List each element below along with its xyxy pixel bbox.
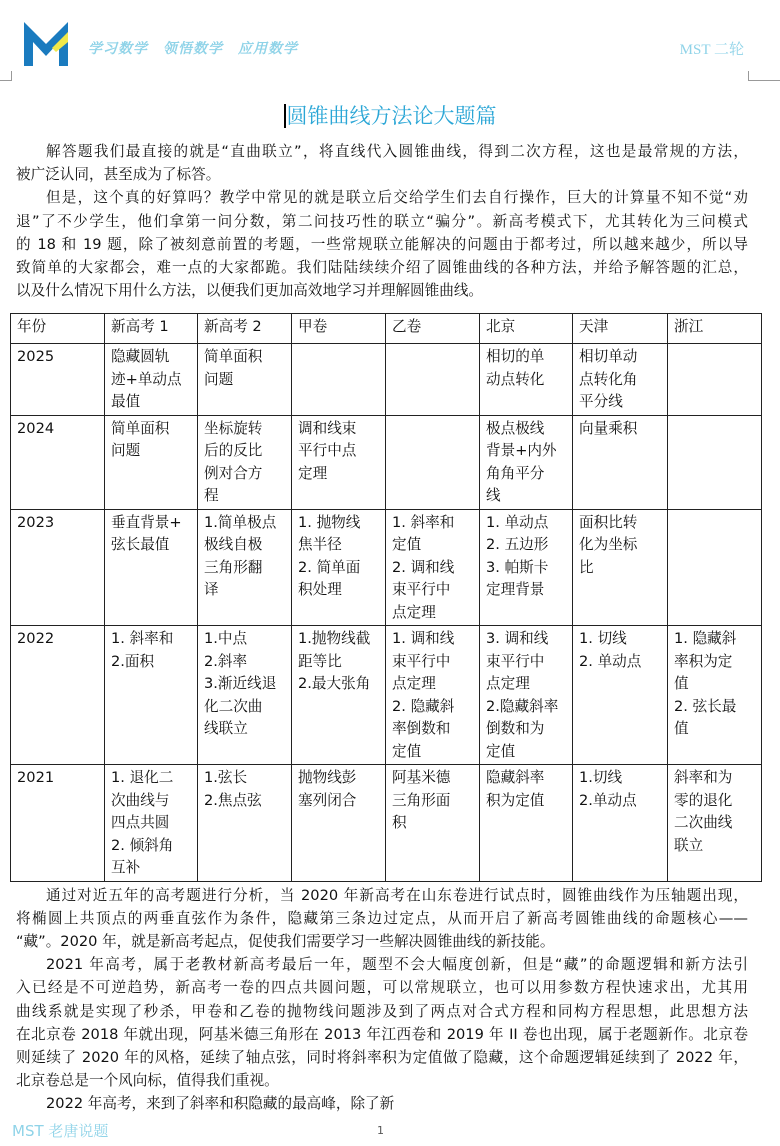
table-cell: [292, 344, 386, 416]
table-header-row: [11, 314, 762, 344]
column-header: 年份: [11, 314, 105, 344]
page-number: 1: [377, 1124, 384, 1137]
table-cell: 简单面积 问题: [198, 344, 292, 416]
paragraph-line: 在北京卷 2018 年就出现，阿基米德三角形在 2013 年江西卷和 2019 年 II 卷也出现，属于老题新作。北京卷: [16, 1025, 748, 1043]
column-header: 新高考 2: [198, 314, 292, 344]
paragraph-line: 入已经是不可逆趋势，新高考一卷的四点共圆问题，可以常规联立，也可以用参数方程快速求出，尤其用: [16, 979, 748, 997]
paragraph-line: 被广泛认同，甚至成为了标答。: [16, 166, 221, 184]
column-header: 天津: [573, 314, 668, 344]
table-cell: 1. 退化二 次曲线与 四点共圆 2. 倾斜角 互补: [105, 765, 198, 882]
column-header: 北京: [480, 314, 573, 344]
table-and-analysis: [10, 313, 761, 1116]
table-cell: 坐标旋转 后的反比 例对合方 程: [198, 415, 292, 509]
year-cell: 2021: [11, 765, 105, 882]
header-right-label: MST 二轮: [679, 42, 744, 58]
table-cell: [668, 344, 762, 416]
table-cell: 1. 隐藏斜 率积为定 值 2. 弦长最 值: [668, 626, 762, 765]
mst-logo: [22, 18, 80, 68]
paragraph-line: “藏”。2020 年，就是新高考起点，促使我们需要学习一些解决圆锥曲线的新技能。: [16, 932, 555, 950]
year-cell: 2022: [11, 626, 105, 765]
table-cell: 垂直背景+ 弦长最值: [105, 509, 198, 626]
table-cell: 1.抛物线截 距等比 2.最大张角: [292, 626, 386, 765]
scroll-fade-overlay: [395, 1092, 780, 1120]
table-cell: 1. 切线 2. 单动点: [573, 626, 668, 765]
table-cell: 1. 单动点 2. 五边形 3. 帕斯卡 定理背景: [480, 509, 573, 626]
table-cell: 1. 斜率和 2.面积: [105, 626, 198, 765]
table-cell: 1. 斜率和 定值 2. 调和线 束平行中 点定理: [386, 509, 480, 626]
table-cell: 隐藏圆轨 迹+单动点 最值: [105, 344, 198, 416]
table-cell: 相切单动 点转化角 平分线: [573, 344, 668, 416]
paragraph-line: 通过对近五年的高考题进行分析，当 2020 年新高考在山东卷进行试点时，圆锥曲线作为压轴题出现，: [46, 886, 748, 904]
crop-mark: [0, 71, 12, 81]
paragraph-line: 致简单的大家都会，难一点的大家都跪。我们陆陆续续介绍了圆锥曲线的各种方法，并给予解答题的汇总，: [16, 259, 748, 277]
column-header: 浙江: [668, 314, 762, 344]
table-cell: 1.中点 2.斜率 3.渐近线退 化二次曲 线联立: [198, 626, 292, 765]
paragraph-line: 则延续了 2020 年的风格，延续了轴点弦，同时将斜率积为定值做了隐藏，这个命题逻辑延续到了 2022 年，: [16, 1048, 748, 1066]
paragraph-line: 退”了不少学生，他们拿第一问分数，第二问技巧性的联立“骗分”。新高考模式下，尤其转化为三问模式: [16, 212, 748, 230]
table-cell: [386, 415, 480, 509]
paragraph-line: 2021 年高考，属于老教材新高考最后一年，题型不会大幅度创新，但是“藏”的命题逻辑和新方法引: [46, 956, 748, 974]
table-cell: [668, 415, 762, 509]
document-title[interactable]: 圆锥曲线方法论大题篇: [284, 104, 497, 128]
paragraph-line: 的 18 和 19 题，除了被刻意前置的考题，一些常规联立能解决的问题由于都考过，所以越来越少，所以导: [16, 235, 748, 253]
table-cell: 面积比转 化为坐标 比: [573, 509, 668, 626]
table-cell: 简单面积 问题: [105, 415, 198, 509]
year-cell: 2025: [11, 344, 105, 416]
analysis-paragraphs: [16, 884, 748, 1116]
paragraph-line: 解答题我们最直接的就是“直曲联立”，将直线代入圆锥曲线，得到二次方程，这也是最常规的方法，: [46, 143, 748, 160]
table-row: [11, 509, 762, 626]
table-cell: 斜率和为 零的退化 二次曲线 联立: [668, 765, 762, 882]
column-header: 乙卷: [386, 314, 480, 344]
table-cell: 向量乘积: [573, 415, 668, 509]
intro-paragraphs: [16, 140, 748, 302]
table-cell: 抛物线彭 塞列闭合: [292, 765, 386, 882]
year-cell: 2023: [11, 509, 105, 626]
table-cell: 阿基米德 三角形面 积: [386, 765, 480, 882]
column-header: 甲卷: [292, 314, 386, 344]
paragraph-line: 但是，这个真的好算吗？教学中常见的就是联立后交给学生们去自行操作，巨大的计算量不知不觉“劝: [46, 189, 748, 207]
table-cell: 调和线束 平行中点 定理: [292, 415, 386, 509]
crop-mark: [748, 71, 780, 81]
table-cell: 1. 抛物线 焦半径 2. 简单面 积处理: [292, 509, 386, 626]
table-cell: 1.切线 2.单动点: [573, 765, 668, 882]
exam-topics-table: [10, 313, 762, 882]
paragraph-line: 将椭圆上共顶点的两垂直弦作为条件，隐藏第三条边过定点，从而开启了新高考圆锥曲线的命题核心——: [16, 909, 748, 927]
table-cell: 隐藏斜率 积为定值: [480, 765, 573, 882]
table-cell: 相切的单 动点转化: [480, 344, 573, 416]
table-cell: 1. 调和线 束平行中 点定理 2. 隐藏斜 率倒数和 定值: [386, 626, 480, 765]
column-header: 新高考 1: [105, 314, 198, 344]
table-cell: 1.简单极点 极线自极 三角形翻 译: [198, 509, 292, 626]
table-row: [11, 344, 762, 416]
header-slogan: 学习数学 领悟数学 应用数学: [88, 41, 298, 57]
table-cell: 极点极线 背景+内外 角角平分 线: [480, 415, 573, 509]
table-row: [11, 626, 762, 765]
table-cell: [386, 344, 480, 416]
paragraph-line: 2022 年高考，来到了斜率和积隐藏的最高峰，除了新: [46, 1095, 395, 1113]
paragraph-line: 北京卷总是一个风向标，值得我们重视。: [16, 1072, 279, 1090]
table-row: [11, 415, 762, 509]
table-cell: 1.弦长 2.焦点弦: [198, 765, 292, 882]
paragraph-line: 以及什么情况下用什么方法，以便我们更加高效地学习并理解圆锥曲线。: [16, 282, 484, 300]
footer-brand: MST 老唐说题: [12, 1122, 109, 1140]
table-row: [11, 765, 762, 882]
table-cell: [668, 509, 762, 626]
table-cell: 3. 调和线 束平行中 点定理 2.隐藏斜率 倒数和为 定值: [480, 626, 573, 765]
paragraph-line: 曲线系就是实现了秒杀，甲卷和乙卷的抛物线问题涉及到了两点对合式方程和同构方程思想，此思想方法: [16, 1002, 748, 1020]
year-cell: 2024: [11, 415, 105, 509]
